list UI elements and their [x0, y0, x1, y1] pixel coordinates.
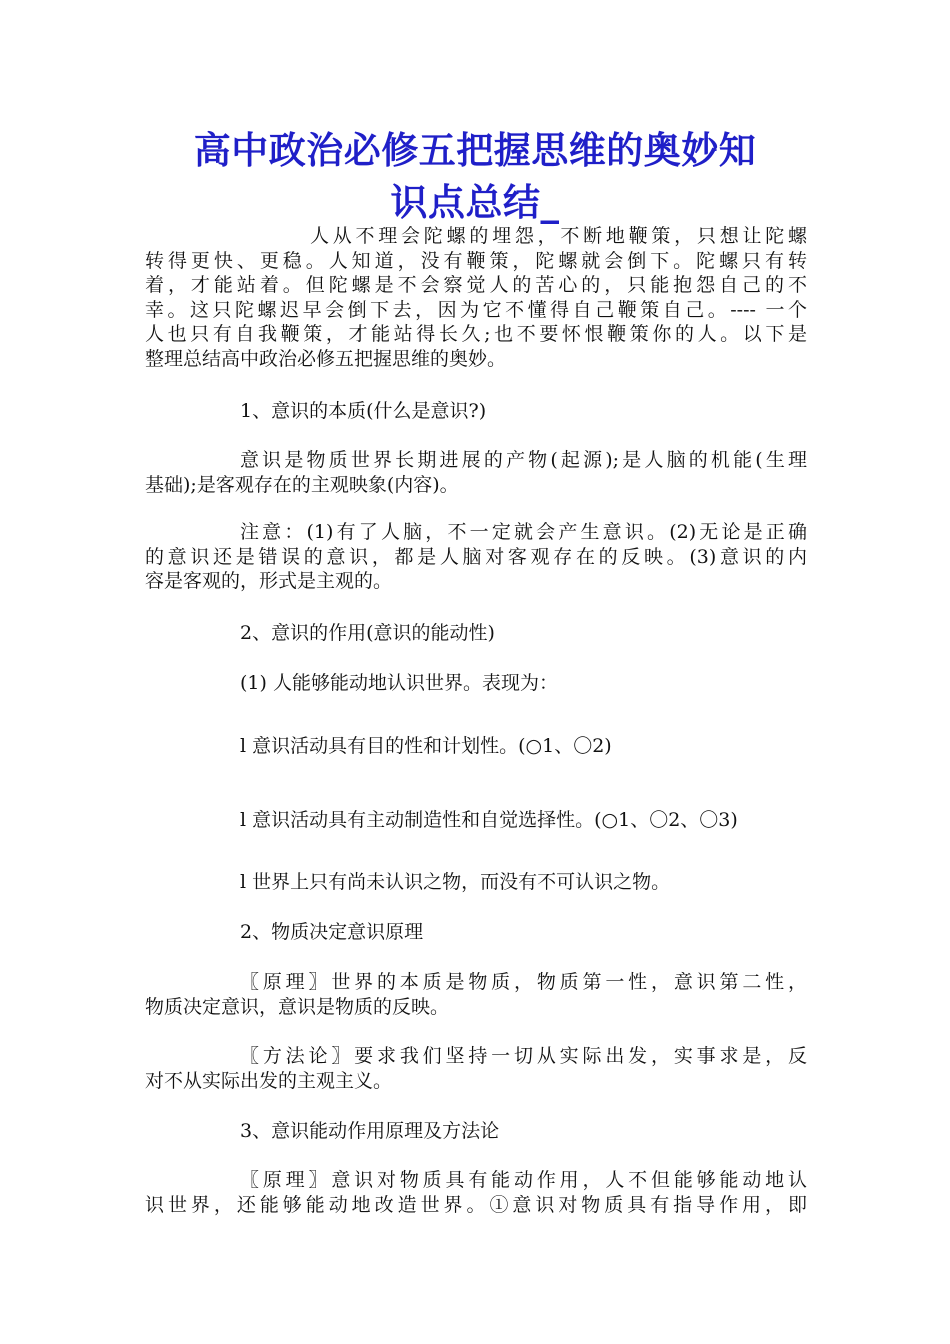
title-line-2: 识点总结_ — [390, 180, 560, 224]
bullet-3 — [145, 870, 807, 895]
heading-1 — [145, 399, 807, 424]
intro-paragraph — [145, 224, 807, 371]
paragraph-3 — [145, 671, 807, 696]
heading-4-text: 3、意识能动作用原理及方法论 — [240, 1120, 500, 1142]
paragraph-line: 的意识还是错误的意识，都是人脑对客观存在的反映。(3)意识的内 — [145, 545, 807, 568]
intro-line: 整理总结高中政治必修五把握思维的奥妙。 — [145, 347, 507, 370]
paragraph-4 — [145, 970, 807, 1019]
paragraph-2 — [145, 520, 807, 594]
paragraph-line: (1) 人能够能动地认识世界。表现为： — [240, 672, 558, 694]
paragraph-line: 对不从实际出发的主观主义。 — [145, 1069, 393, 1092]
paragraph-line: 物质决定意识，意识是物质的反映。 — [145, 995, 450, 1018]
intro-line: 人从不理会陀螺的埋怨，不断地鞭策，只想让陀螺 — [310, 225, 807, 247]
heading-2 — [145, 621, 807, 646]
paragraph-line: 基础);是客观存在的主观映象(内容)。 — [145, 473, 459, 496]
intro-line: 着，才能站着。但陀螺是不会察觉人的苦心的，只能抱怨自己的不 — [145, 274, 807, 296]
paragraph-line: 注意：(1)有了人脑，不一定就会产生意识。(2)无论是正确 — [240, 521, 807, 543]
bullet-1 — [145, 734, 807, 759]
paragraph-line: 意识是物质世界长期进展的产物(起源);是人脑的机能(生理 — [240, 449, 807, 471]
bullet-text: l 意识活动具有目的性和计划性。(○1、〇2) — [240, 735, 612, 757]
paragraph-line: 识世界，还能够能动地改造世界。①意识对物质具有指导作用，即 — [145, 1193, 807, 1216]
paragraph-5 — [145, 1044, 807, 1093]
bullet-2 — [145, 808, 807, 833]
paragraph-line: 〖原理〗世界的本质是物质，物质第一性，意识第二性， — [240, 971, 807, 993]
bullet-text: l 世界上只有尚未认识之物，而没有不可认识之物。 — [240, 871, 671, 893]
paragraph-1 — [145, 448, 807, 497]
heading-3 — [145, 920, 807, 945]
intro-line: 转得更快、更稳。人知道，没有鞭策，陀螺就会倒下。陀螺只有转 — [145, 249, 807, 272]
paragraph-6 — [145, 1168, 807, 1217]
intro-line: 人也只有自我鞭策，才能站得长久;也不要怀恨鞭策你的人。以下是 — [145, 323, 807, 345]
paragraph-line: 容是客观的，形式是主观的。 — [145, 570, 393, 592]
heading-2-text: 2、意识的作用(意识的能动性) — [240, 622, 495, 644]
bullet-text: l 意识活动具有主动制造性和自觉选择性。(○1、〇2、〇3) — [240, 809, 738, 831]
paragraph-line: 〖方法论〗要求我们坚持一切从实际出发，实事求是，反 — [240, 1045, 807, 1067]
intro-line: 幸。这只陀螺迟早会倒下去，因为它不懂得自己鞭策自己。---- 一个 — [145, 298, 807, 321]
paragraph-line: 〖原理〗意识对物质具有能动作用，人不但能够能动地认 — [240, 1169, 807, 1191]
title-line-1: 高中政治必修五把握思维的奥妙知 — [193, 128, 757, 172]
heading-4 — [145, 1119, 807, 1144]
heading-1-text: 1、意识的本质(什么是意识?) — [240, 400, 487, 422]
page-title — [145, 124, 805, 228]
heading-3-text: 2、物质决定意识原理 — [240, 921, 424, 943]
